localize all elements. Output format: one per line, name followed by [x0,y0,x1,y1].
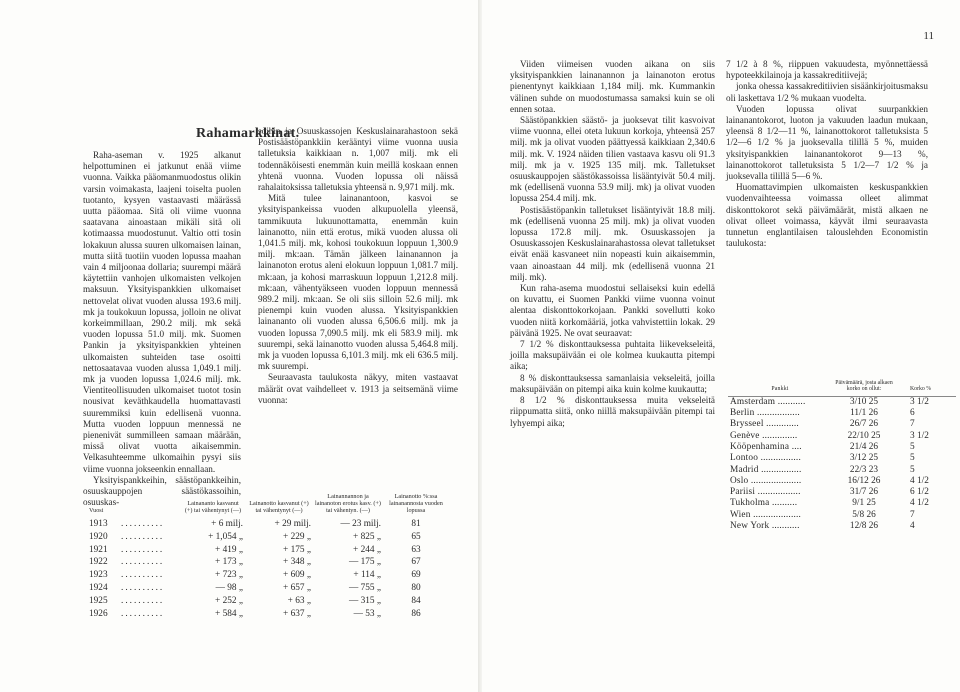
bank-cell: Wien ................... [730,509,802,520]
paragraph: 7 1/2 % diskonttauksessa puhtaita liikevekseleitä, joilla maksupäivään ei ole kolmea kuukautta pitempi aika; [510,339,715,372]
table-row [87,518,449,531]
bank-cell: Genève .............. [730,430,798,441]
leader-dots: .......... [121,608,165,619]
column-header-rate: Korko % [910,386,932,393]
bank-cell: Oslo .................... [730,475,802,486]
column-header-bank: Pankki [771,386,789,393]
lending-change-cell: + 6 milj. [211,519,243,529]
column-header-year: Vuosi [89,507,104,514]
date-cell: 9/1 25 [852,498,876,509]
bank-cell: Tukholma .......... [730,498,798,509]
page-title: Rahamarkkinat. [196,126,300,141]
text-column-3 [510,59,715,429]
ratio-cell: 80 [411,582,421,593]
date-cell: 3/12 25 [849,453,879,464]
table-row [728,396,956,408]
leader-dots: .......... [121,570,165,581]
leader-dots: .......... [121,595,165,606]
ratio-cell: 63 [411,544,421,555]
date-cell: 22/3 23 [849,464,879,475]
table-row [728,476,956,487]
table-row [728,431,956,442]
paragraph: 8 1/2 % diskonttauksessa muita vekseleitä riippumatta siitä, onko niillä maksupäivään pitempi tai lyhyempi aika; [510,395,715,428]
table-row [728,408,956,419]
table-row [728,442,956,453]
date-cell: 5/8 26 [852,509,876,520]
paragraph: 7 1/2 à 8 %, riippuen vakuudesta, myönnettäessä hypoteekkilainoja ja kassakreditiivejä; [726,59,928,81]
date-cell: 3/10 25 [849,396,879,407]
borrowing-change-cell: + 63 „ [287,595,311,606]
text-column-4 [726,59,928,249]
difference-change-cell: + 244 „ [353,544,381,555]
bank-cell: Kööpenhamina .... [730,442,802,452]
column-header-difference: Lainannannon ja lainanoton erotus kasv. (+) tai vähentyn. (—) [315,493,381,514]
borrowing-change-cell: + 29 milj. [274,519,311,529]
borrowing-change-cell: + 609 „ [283,570,311,581]
borrowing-change-cell: + 637 „ [283,608,311,619]
table-header-row [87,493,449,518]
table-row [728,521,956,532]
year-cell: 1922 [89,557,108,568]
paragraph: soihin ja Osuuskassojen Keskuslainarahastoon sekä Postisäästöpankkiin kerääntyi viime vuonna uusia talletuksia kaikkiaan n. 1,007 milj. mk eli todennäköisesti enemmän kuin meillä koskaan ennen yhtenä vuonna. Vuoden lopussa oli näissä rahalaitoksissa talletuksia yhteensä n. 9,971 milj. mk. [258,126,458,193]
year-cell: 1920 [89,531,108,542]
rate-cell: 5 [910,453,915,464]
table-row [728,510,956,521]
difference-change-cell: — 755 „ [348,582,381,593]
year-cell: 1923 [89,570,108,581]
table-row [87,569,449,582]
ratio-cell: 69 [411,570,421,581]
table-row [87,544,449,557]
date-cell: 22/10 25 [847,430,881,441]
paragraph: Yksityispankkeihin, säästöpankkeihin, osuuskauppojen säästökassoihin, osuuskas- [83,474,241,508]
paragraph: Vuoden lopussa olivat suurpankkien lainanantokorot, luoton ja vakuuden laadun mukaan, yleensä 8 1/2—11 %, lainanottokorot talletuksista 5 1/2—6 1/2 % ja juoksevalla tilillä 5 %, muiden yksityispankkien lainanantokorot 9—13 %, lainanottokorot talletuksista 5 1/2—7 1/2 % ja juoksevalla tilillä 5—6 %. [726,103,928,182]
lending-change-cell: + 252 „ [215,595,243,606]
difference-change-cell: — 315 „ [348,595,381,606]
lending-change-cell: — 98 „ [215,582,243,593]
paragraph: Säästöpankkien säästö- ja juoksevat tilit kasvoivat viime vuonna, ellei oteta lukuun korkoja, yhteensä 257 milj. mk ja olivat vuoden päättyessä kaikkiaan 2,340.6 milj. mk. V. 1924 näiden tilien vastaava kasvu oli 91.3 milj. mk ja v. 1925 135 milj. mk. Talletukset osuuskauppojen säästökassoissa lisääntyivät 50.4 milj. mk (edellisenä vuonna 53.9 milj. mk) ja olivat vuoden lopussa 254.4 milj. mk. [510,115,715,204]
rate-cell: 5 [910,464,915,475]
table-row [87,556,449,569]
paragraph: 8 % diskonttauksessa samanlaisia vekseleitä, joilla maksupäivään on pitempi aika kuin kolme kuukautta; [510,372,715,394]
lending-statistics-table [87,493,449,620]
table-row [87,608,449,621]
paragraph: Raha-aseman v. 1925 alkanut helpottuminen ei jatkunut enää viime vuonna. Vaikka pääomanmuodostus olikin varsin voimakasta, laajeni toiselta puolen tuotanto, kysyen vastaavasti määrässä uutta pääomaa. Sitä oli viime vuonna saatavana ainoastaan mikäli sitä oli kotimaassa muodostunut. Valtio otti tosin lokakuun alussa suuren ulkomaisen lainan, mutta siitä tuotiin vuoden lopussa maahan vain 4 miljoonaa dollaria; suurempi määrä käytettiin vanhojen ulkomaisten velkojen maksuun. Yksityispankkien ulkomaiset nettovelat olivat vuoden alussa 193.6 milj. mk ja toukokuun lopussa, jolloin ne olivat korkeimmillaan, 290.2 milj. mk sekä vuoden lopussa 51.0 milj. mk. Suomen Pankin ja yksityispankkien yhteinen ulkomaisten suhteiden tase osoitti nettosaatavaa vuoden alussa 1,049.1 milj. mk ja vuoden lopussa 1,024.6 milj. mk. Vientiteollisuuden ulkomaiset tuotot tosin nousivat keväthkaudella huomattavasti suuremmiksi kuin edellisenä vuonna. Mutta vuoden loppuun mennessä ne pienenivät summilleen samaan määrään, missä olivat vuotta aikaisemmin. Velkasuhteemme ulkomaihin pysyi siis viime vuonna jokseenkin ennallaan. [83,150,241,474]
leader-dots: .......... [121,531,165,542]
text-column-2 [258,126,458,406]
date-cell: 31/7 26 [849,487,879,498]
year-cell: 1926 [89,608,108,619]
lending-change-cell: + 723 „ [215,570,243,581]
paragraph: Seuraavasta taulukosta näkyy, miten vastaavat määrät ovat vaihdelleet v. 1913 ja seitsemänä viime vuonna: [258,372,458,405]
leader-dots: .......... [121,582,165,593]
paragraph: jonka ohessa kassakreditiivien sisäänkirjoitusmaksu oli laskettava 1/2 % mukaan vuodelta. [726,81,928,103]
difference-change-cell: — 175 „ [348,557,381,568]
bank-cell: Pariisi ................. [730,487,801,498]
bank-cell: Amsterdam ........... [730,396,806,407]
bank-cell: Madrid ................ [730,464,802,475]
date-cell: 16/12 26 [847,475,881,486]
rate-cell: 4 1/2 [910,475,929,486]
column-header-date: Päivämäärä, josta alkaen korko on ollut: [835,380,893,393]
paragraph: Kun raha-asema muodostui sellaiseksi kuin edellä on kuvattu, ei Suomen Pankki viime vuonna voinut alentaa diskonttokorkojaan. Pankki sovellutti koko vuoden niitä korkomääriä, jotka vahvistettiin lokak. 29 päivänä 1925. Ne ovat seuraavat: [510,283,715,338]
page-number: 11 [923,30,934,42]
rate-cell: 7 [910,419,915,430]
ratio-cell: 81 [411,519,421,529]
rate-cell: 4 [910,521,915,532]
table-row [728,453,956,464]
borrowing-change-cell: + 175 „ [283,544,311,555]
leader-dots: .......... [121,557,165,568]
paragraph: Postisäästöpankin talletukset lisääntyivät 18.8 milj. mk (edellisenä vuonna 25 milj. mk) ja olivat vuoden lopussa 172.8 milj. mk. Osuuskassojen ja Osuuskassojen Keskuslainarahastossa olevat talletukset eivät enää kasvaneet niin nopeasti kuin aikaisemmin, vaan ainoastaan 44 milj. mk (edellisenä vuonna 21 milj. mk). [510,204,715,282]
difference-change-cell: — 53 „ [353,608,381,619]
lending-change-cell: + 1,054 „ [208,531,243,542]
year-cell: 1921 [89,544,108,555]
year-cell: 1925 [89,595,108,606]
date-cell: 11/1 26 [850,408,878,419]
year-cell: 1924 [89,582,108,593]
borrowing-change-cell: + 229 „ [283,531,311,542]
paragraph: Huomattavimpien ulkomaisten keskuspankkien vuodenvaihteessa voimassa olleet alimmat diskonttokorot sekä päivämäärät, mistä alkaen ne olivat olleet voimassa, käyvät ilmi seuraavasta tunnetun englantilaisen talouslehden Economistin taulukosta: [726,182,928,249]
bank-cell: New York ........... [730,521,800,532]
leader-dots: .......... [121,519,165,529]
rate-cell: 4 1/2 [910,498,929,509]
page-gutter [478,0,482,692]
rate-cell: 3 1/2 [910,396,929,407]
date-cell: 21/4 26 [849,442,879,452]
discount-rates-table [728,380,956,532]
ratio-cell: 65 [411,531,421,542]
lending-change-cell: + 584 „ [215,608,243,619]
bank-cell: Lontoo ................ [730,453,801,464]
table-row [728,498,956,509]
paragraph: Viiden viimeisen vuoden aikana on siis yksityispankkien lainanannon ja lainanoton erotus pienentynyt kaikkiaan 1,184 milj. mk. Kummankin välinen suhde on muodostumassa samaksi kuin se oli ennen sotaa. [510,59,715,114]
table-row [87,582,449,595]
column-header-lending: Lainananto kasvanut (+) tai vähentynyt (—) [184,500,242,514]
borrowing-change-cell: + 348 „ [283,557,311,568]
bank-cell: Berlin ................. [730,408,800,419]
table-row [728,465,956,476]
ratio-cell: 86 [411,608,421,619]
bank-cell: Brysseel ............. [730,419,799,430]
paragraph: Mitä tulee lainanantoon, kasvoi se yksityispankeissa vuoden alkupuolella yleensä, tammikuuta lukuunottamatta, enemmän kuin lainanotto, niin että erotus, mikä vuoden alussa oli 1,041.5 milj. mk, kohosi toukokuun loppuun 1,300.9 milj. mk:aan. Tämän jälkeen lainanannon ja lainanoton erotus aleni elokuun loppuun 1,081.7 milj. mk:aan, ja kohosi marraskuun loppuun 1,212.8 milj. mk:aan, vähentyäkseen vuoden loppuun mennessä 989.2 milj. mk:aan. Se oli siis silloin 52.6 milj. mk pienempi kuin vuoden alussa. Yksityispankkien lainananto oli vuoden alussa 6,506.6 milj. mk ja vuoden lopussa 7,090.5 milj. mk eli 583.9 milj. mk suurempi, sekä lainanotto vuoden alussa 5,464.8 milj. mk ja vuoden lopussa 6,101.3 milj. mk eli 636.5 milj. mk suurempi. [258,193,458,372]
lending-change-cell: + 173 „ [215,557,243,568]
lending-change-cell: + 419 „ [215,544,243,555]
date-cell: 12/8 26 [849,521,879,532]
column-header-borrowing: Lainanotto kasvanut (+) tai vähentynyt (—) [249,500,309,514]
year-cell: 1913 [89,519,108,529]
table-row [728,487,956,498]
text-column-1 [83,150,241,509]
column-header-ratio: Lainanotto %:ssa lainanannosta vuoden lopussa [389,493,443,514]
rate-cell: 5 [910,442,915,452]
table-header-row [728,380,956,396]
table-row [728,419,956,430]
date-cell: 26/7 26 [849,419,879,430]
leader-dots: .......... [121,544,165,555]
table-row [87,531,449,544]
ratio-cell: 84 [411,595,421,606]
rate-cell: 7 [910,509,915,520]
difference-change-cell: — 23 milj. [340,519,381,529]
ratio-cell: 67 [411,557,421,568]
rate-cell: 6 1/2 [910,487,929,498]
difference-change-cell: + 114 „ [353,570,381,581]
table-row [87,595,449,608]
borrowing-change-cell: + 657 „ [283,582,311,593]
rate-cell: 6 [910,408,915,419]
difference-change-cell: + 825 „ [353,531,381,542]
rate-cell: 3 1/2 [910,430,929,441]
